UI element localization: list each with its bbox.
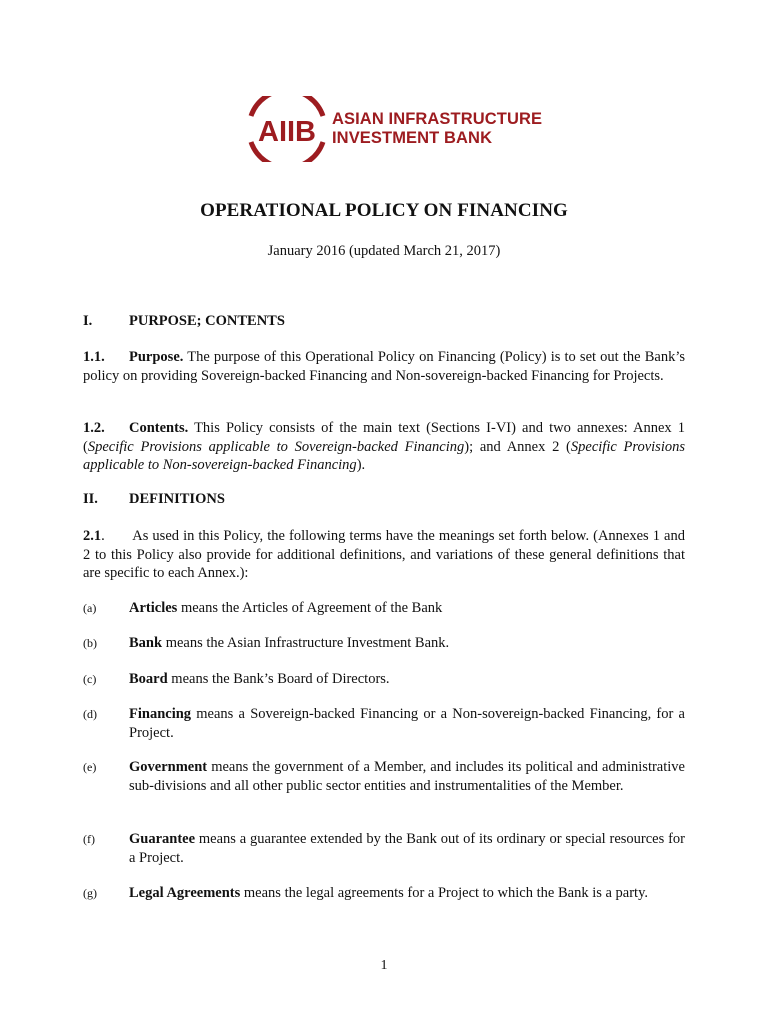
definition-term: Board <box>129 671 168 687</box>
logo-mark-text: AIIB <box>258 116 316 148</box>
paragraph-text: ); and Annex 2 ( <box>464 438 571 455</box>
definition-term: Bank <box>129 635 163 651</box>
definition-label: (c) <box>83 672 97 686</box>
definition-label: (g) <box>83 886 97 900</box>
section-heading-2 <box>83 491 225 508</box>
aiib-logo <box>245 96 543 162</box>
paragraph-term: Contents. <box>129 420 189 436</box>
definition-label: (f) <box>83 832 95 846</box>
definition-text: means a Sovereign-backed Financing or a Non-sovereign-backed Financing, for a Project. <box>129 706 685 741</box>
paragraph-text: ). <box>356 457 366 473</box>
definition-label: (a) <box>83 601 97 615</box>
definition-text: means the Bank’s Board of Directors. <box>167 671 390 687</box>
paragraph-text: As used in this Policy, the following terms have the meanings set forth below. (Annexes 1 and 2 to this Policy also provide for additional definitions, and variations of these general definitions that are specific to each Annex.): <box>83 528 685 581</box>
section-number: II. <box>83 491 98 507</box>
definition-term: Government <box>129 759 208 775</box>
definition-term: Guarantee <box>129 831 196 847</box>
section-heading-1 <box>83 313 285 330</box>
definition-term: Financing <box>129 706 192 722</box>
definition-text: means the legal agreements for a Project to which the Bank is a party. <box>240 885 649 901</box>
page-number: 1 <box>380 958 388 973</box>
annex-1-title: Specific Provisions applicable to Sovereign-backed Financing <box>87 438 465 455</box>
paragraph-number: 1.1. <box>83 349 105 365</box>
definition-term: Legal Agreements <box>129 885 241 901</box>
document-title: OPERATIONAL POLICY ON FINANCING <box>200 200 568 221</box>
logo-name-line1: ASIAN INFRASTRUCTURE <box>332 110 543 128</box>
definition-label: (e) <box>83 760 97 774</box>
section-title: PURPOSE; CONTENTS <box>129 313 285 329</box>
paragraph-text: This Policy consists of the main text (Sections I-VI) and two annexes: Annex 1 ( <box>83 420 685 455</box>
logo-bank-name <box>332 110 542 148</box>
annex-2-title: Specific Provisions applicable to Non-sovereign-backed Financing <box>83 438 685 473</box>
paragraph-term: Purpose. <box>129 349 184 365</box>
paragraph-text: The purpose of this Operational Policy on Financing (Policy) is to set out the Bank’s policy on providing Sovereign-backed Financing and Non-sovereign-backed Financing for Projects. <box>83 349 685 384</box>
paragraph-number: 1.2. <box>83 420 105 436</box>
definition-text: means the government of a Member, and includes its political and administrative sub-divisions and all other public sector entities and instrumentalities of the Member. <box>129 759 685 794</box>
definition-label: (d) <box>83 707 97 721</box>
paragraph-1-1 <box>83 348 685 385</box>
paragraph-number: 2.1. <box>83 528 105 544</box>
definition-text: means the Asian Infrastructure Investment Bank. <box>162 635 450 651</box>
section-number: I. <box>83 313 93 329</box>
aiib-logo-mark <box>245 96 329 162</box>
definition-label: (b) <box>83 636 97 650</box>
document-date: January 2016 (updated March 21, 2017) <box>267 243 501 259</box>
section-title: DEFINITIONS <box>129 491 225 507</box>
definition-text: means the Articles of Agreement of the Bank <box>177 600 443 616</box>
paragraph-2-1 <box>83 527 685 583</box>
logo-name-line2: INVESTMENT BANK <box>332 129 493 147</box>
paragraph-1-2 <box>83 419 685 475</box>
definition-term: Articles <box>129 600 178 616</box>
definition-text: means a guarantee extended by the Bank out of its ordinary or special resources for a Project. <box>129 831 685 866</box>
